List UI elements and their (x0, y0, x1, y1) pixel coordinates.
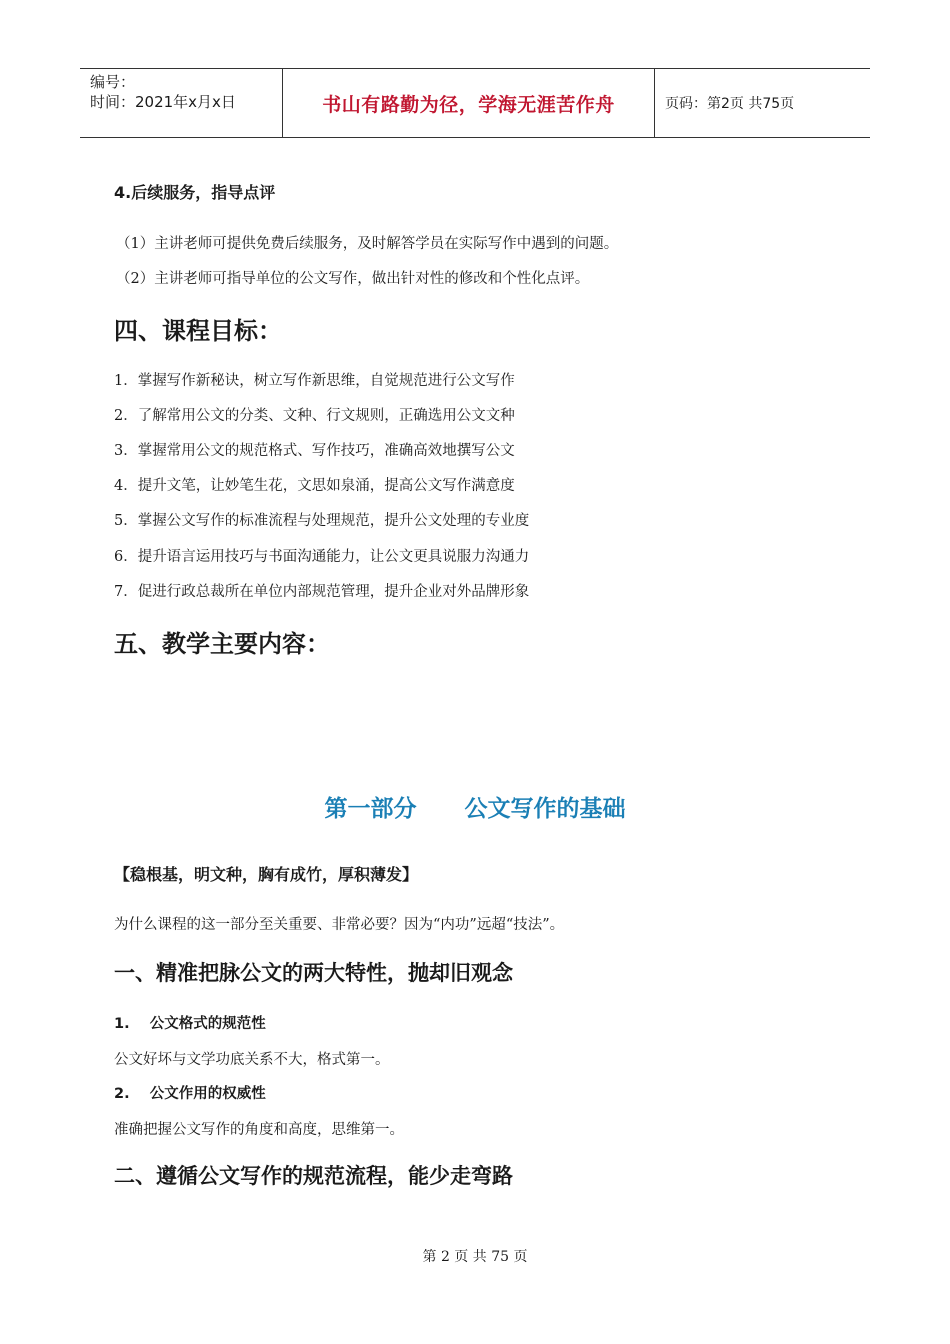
goal-item: 6．提升语言运用技巧与书面沟通能力，让公文更具说服力沟通力 (114, 549, 530, 565)
document-time-label: 时间：2021年x月x日 (90, 93, 236, 111)
content-heading: 五、教学主要内容： (114, 630, 330, 658)
section-4-title: 4.后续服务，指导点评 (114, 183, 276, 202)
goals-heading: 四、课程目标： (114, 317, 282, 345)
header-motto-cell (282, 69, 655, 137)
part-1-title: 第一部分 公文写作的基础 (324, 796, 626, 822)
header-meta (80, 69, 282, 137)
page-footer: 第 2 页 共 75 页 (422, 1249, 528, 1265)
subsection-1-text: 公文好坏与文学功底关系不大，格式第一。 (114, 1052, 390, 1068)
subsection-2-title: 2. 公文作用的权威性 (114, 1086, 266, 1102)
goal-item: 5．掌握公文写作的标准流程与处理规范，提升公文处理的专业度 (114, 513, 530, 529)
goal-item: 7．促进行政总裁所在单位内部规范管理，提升企业对外品牌形象 (114, 584, 530, 600)
goal-item: 2．了解常用公文的分类、文种、行文规则，正确选用公文文种 (114, 408, 515, 424)
subsection-1-title: 1. 公文格式的规范性 (114, 1016, 266, 1032)
section-1-heading: 一、精准把脉公文的两大特性，抛却旧观念 (114, 961, 513, 985)
section-4-item: （1）主讲老师可提供免费后续服务，及时解答学员在实际写作中遇到的问题。 (116, 236, 619, 252)
part-1-motto: 【稳根基，明文种，胸有成竹，厚积薄发】 (114, 865, 419, 884)
subsection-2-text: 准确把握公文写作的角度和高度，思维第一。 (114, 1122, 404, 1138)
header-page-info: 页码：第2页 共75页 (665, 96, 795, 112)
goal-item: 1．掌握写作新秘诀，树立写作新思维，自觉规范进行公文写作 (114, 373, 515, 389)
part-1-intro: 为什么课程的这一部分至关重要、非常必要？因为“内功”远超“技法”。 (114, 917, 565, 933)
section-2-heading: 二、遵循公文写作的规范流程，能少走弯路 (114, 1164, 513, 1188)
goal-item: 3．掌握常用公文的规范格式、写作技巧，准确高效地撰写公文 (114, 443, 515, 459)
goal-item: 4．提升文笔，让妙笔生花，文思如泉涌，提高公文写作满意度 (114, 478, 515, 494)
document-number-label: 编号： (90, 73, 136, 91)
page-header (80, 68, 870, 138)
header-motto: 书山有路勤为径，学海无涯苦作舟 (322, 93, 615, 116)
section-4-item: （2）主讲老师可指导单位的公文写作，做出针对性的修改和个性化点评。 (116, 271, 590, 287)
